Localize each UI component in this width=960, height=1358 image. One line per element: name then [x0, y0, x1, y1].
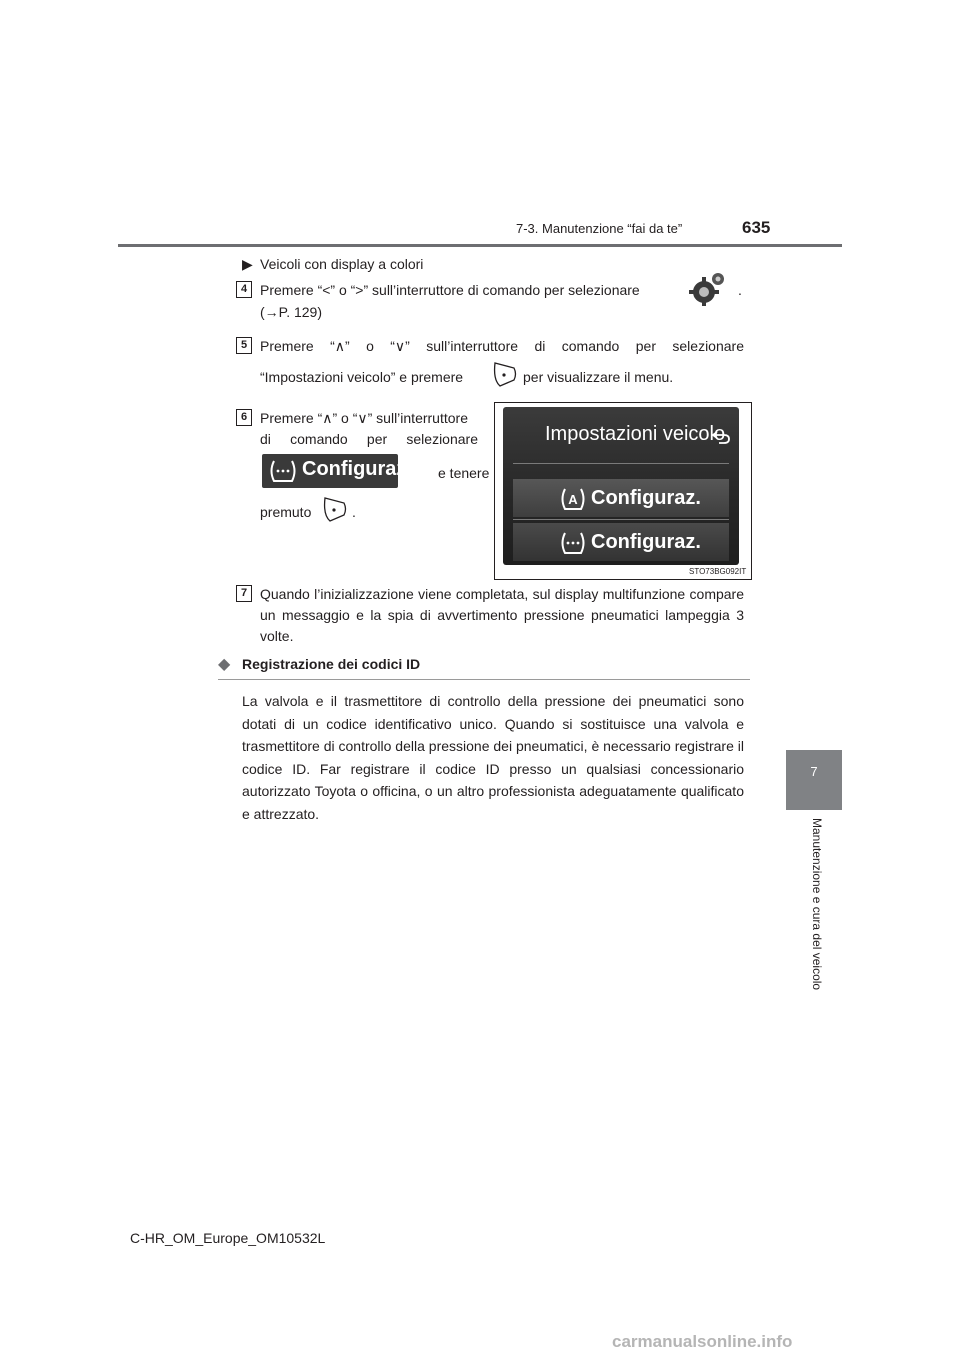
- subhead-arrow-icon: ▶: [242, 256, 253, 272]
- tire-pressure-icon: [268, 459, 298, 483]
- step-text: per visualizzare il menu.: [523, 369, 674, 385]
- document-code: C-HR_OM_Europe_OM10532L: [130, 1230, 326, 1246]
- section-divider: [218, 679, 750, 680]
- chapter-tab: [786, 750, 842, 810]
- page-reference: (→P. 129): [260, 304, 322, 320]
- subhead: Veicoli con display a colori: [260, 256, 424, 272]
- screen-menu-label: Configuraz.: [591, 531, 701, 553]
- step-text: Premere “<” o “>” sull’interruttore di comando per selezionare: [260, 282, 640, 298]
- section-title: Registrazione dei codici ID: [242, 656, 421, 672]
- step-text-end: .: [352, 504, 356, 520]
- step-text: Premere “∧” o “∨” sull’interruttore di comando per selezionare: [260, 338, 744, 354]
- gear-settings-icon: [688, 270, 728, 306]
- page-number: 635: [742, 218, 771, 237]
- screen-menu-label: Configuraz.: [591, 487, 701, 509]
- step-number: 6: [236, 409, 252, 426]
- section-body: La valvola e il trasmettitore di controllo della pressione dei pneumatici sono dotati di un codice identificativo unico. Quando si sostituisce una valvola e trasmettitore di controllo della pressione dei pneumatici, è necessario registrare il codice ID. Far registrare il codice ID presso un qualsiasi concessionario autorizzato Toyota o officina, o un altro professionista adeguatamente qualificato e attrezzato.: [242, 693, 744, 822]
- step-number: 4: [236, 281, 252, 298]
- step-number: 7: [236, 585, 252, 602]
- back-arrow-icon: [711, 429, 731, 445]
- header-divider: [118, 244, 842, 247]
- configuraz-button-image: [262, 454, 412, 488]
- display-screen: [503, 407, 739, 565]
- tire-pressure-icon: [559, 531, 587, 555]
- enter-button-icon: [320, 495, 348, 523]
- step-text: Quando l’inizializzazione viene completata, sul display multifunzione compare un messaggio e la spia di avvertimento pressione pneumatici lampeggia 3 volte.: [260, 586, 744, 644]
- watermark: carmanualsonline.info: [612, 1332, 793, 1351]
- chapter-number: 7: [810, 764, 818, 779]
- chapter-title: Manutenzione e cura del veicolo: [810, 818, 824, 991]
- tire-icon-letter: A: [568, 492, 578, 507]
- step-text-end: .: [738, 282, 742, 298]
- screen-title: Impostazioni veicolo: [545, 423, 726, 445]
- screen-divider: [513, 519, 729, 520]
- step-text: Premere “∧” o “∨” sull’interruttore: [260, 410, 468, 426]
- display-screenshot: [494, 402, 752, 580]
- step-number: 5: [236, 337, 252, 354]
- step-text: premuto: [260, 504, 312, 520]
- configuraz-button-label: Configuraz.: [302, 458, 412, 480]
- step-text: e tenere: [438, 465, 490, 481]
- image-code: STO73BG092IT: [689, 567, 747, 576]
- diamond-bullet-icon: ◆: [218, 656, 231, 673]
- header-section-title: 7-3. Manutenzione “fai da te”: [516, 221, 683, 236]
- tire-pressure-auto-icon: [559, 487, 587, 511]
- enter-button-icon: [490, 360, 518, 388]
- screen-divider: [513, 463, 729, 464]
- step-text: di comando per selezionare: [260, 431, 478, 447]
- step-text: “Impostazioni veicolo” e premere: [260, 369, 464, 385]
